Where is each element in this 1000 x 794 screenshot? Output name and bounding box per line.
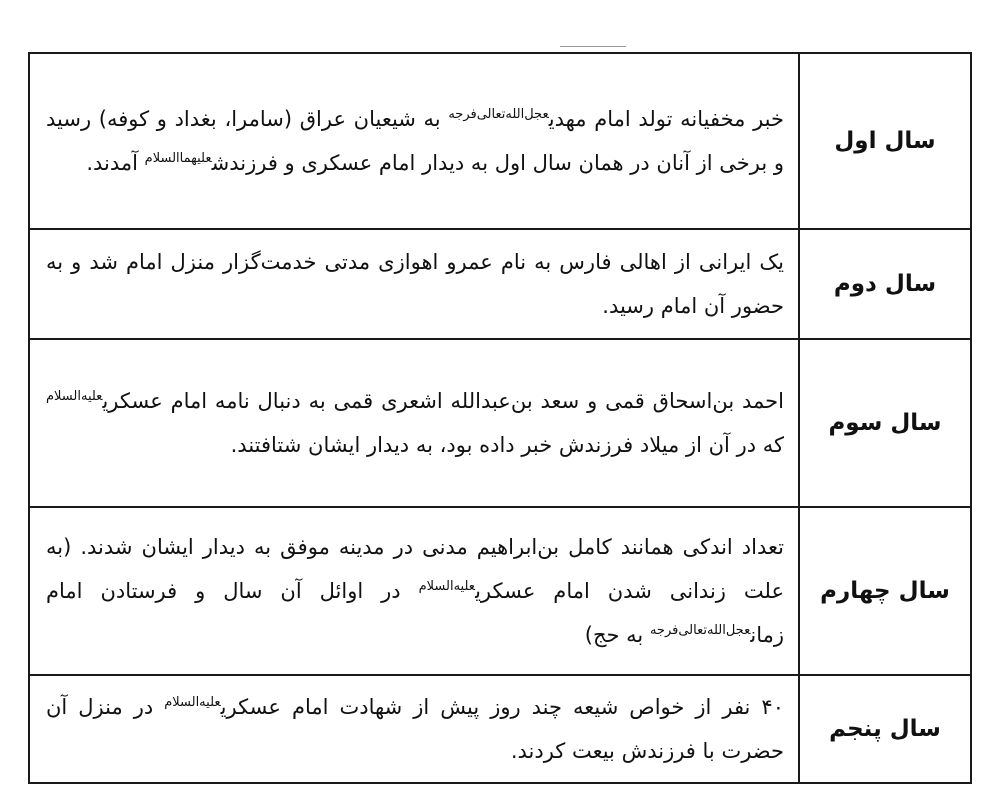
years-table-body xyxy=(29,53,971,783)
event-description xyxy=(29,675,799,783)
table-row xyxy=(29,507,971,675)
event-description xyxy=(29,339,799,507)
table-row xyxy=(29,53,971,229)
description-text: در منزل آن حضرت با فرزندش بیعت کردند. xyxy=(46,695,784,763)
description-text: که در آن از میلاد فرزندش خبر داده بود، به دیدار ایشان شتافتند. xyxy=(230,433,784,457)
year-label: سال اول xyxy=(799,53,971,229)
honorific-mark: علیه‌السلام xyxy=(418,579,476,594)
description-text: یک ایرانی از اهالی فارس به نام عمرو اهوازی مدتی خدمت‌گزار منزل امام شد و به حضور آن امام رسید. xyxy=(46,250,784,318)
table-row xyxy=(29,339,971,507)
honorific-mark: عجل‌الله‌تعالی‌فرجه xyxy=(448,107,549,122)
description-text: ۴۰ نفر از خواص شیعه چند روز پیش از شهادت امام عسکری xyxy=(220,695,784,719)
honorific-mark: علیه‌السلام xyxy=(46,389,103,404)
years-table xyxy=(28,52,972,784)
table-row xyxy=(29,229,971,339)
description-text: احمد بن‌اسحاق قمی و سعد بن‌عبدالله اشعری قمی به دنبال نامه امام عسکری xyxy=(102,389,784,413)
description-text: به حج) xyxy=(584,623,650,647)
description-text: خبر مخفیانه تولد امام مهدی xyxy=(548,107,784,131)
year-label: سال سوم xyxy=(799,339,971,507)
year-label: سال چهارم xyxy=(799,507,971,675)
honorific-mark: عجل‌الله‌تعالی‌فرجه xyxy=(649,623,751,638)
event-description xyxy=(29,53,799,229)
description-text: به شیعیان عراق (سامرا، بغداد و کوفه) رسید و برخی از آنان در همان سال اول به دیدار امام عسکری و فرزندش xyxy=(46,107,784,175)
year-label: سال پنجم xyxy=(799,675,971,783)
honorific-mark: علیه‌السلام xyxy=(164,695,221,710)
year-label: سال دوم xyxy=(799,229,971,339)
description-text: تعداد اندکی همانند کامل بن‌ابراهیم مدنی در مدینه موفق به دیدار ایشان شدند. (به علت زندانی شدن امام عسکری xyxy=(46,535,784,603)
event-description xyxy=(29,507,799,675)
description-text: آمدند. xyxy=(86,151,145,175)
table-row xyxy=(29,675,971,783)
description-text: در اوائل آن سال و فرستادن امام زمان xyxy=(46,579,784,647)
top-rule-line xyxy=(560,46,626,47)
event-description xyxy=(29,229,799,339)
honorific-mark: علیهماالسلام xyxy=(144,151,212,166)
